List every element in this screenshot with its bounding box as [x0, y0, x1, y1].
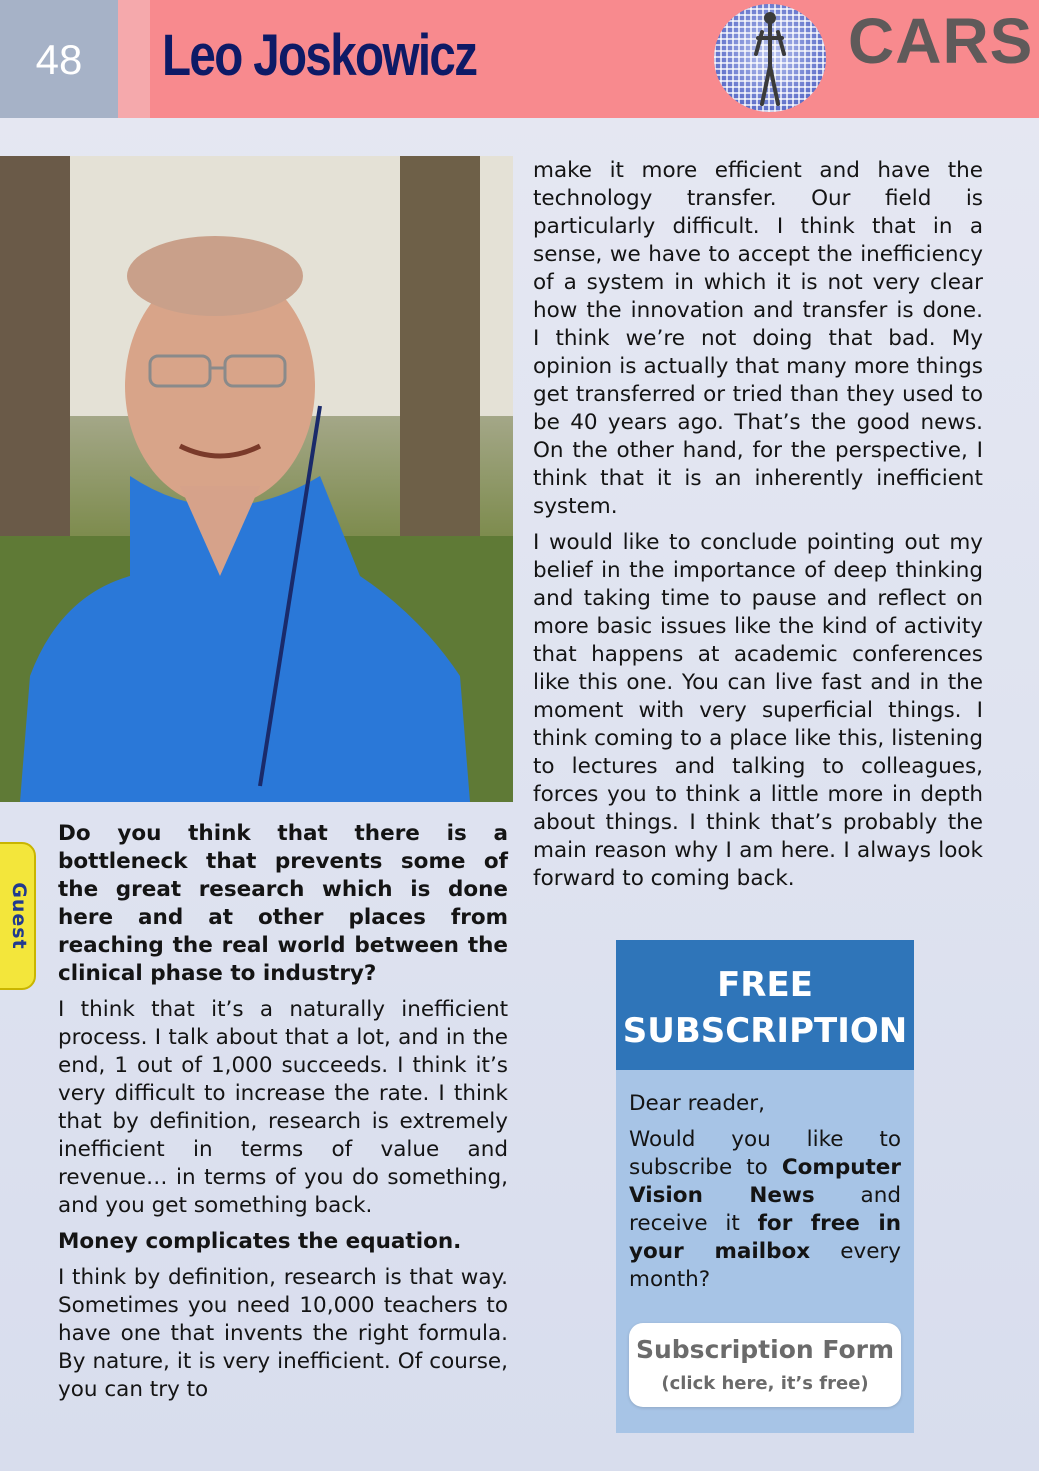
portrait-photo [0, 156, 513, 802]
subscription-form-button[interactable] [629, 1323, 901, 1407]
free-mailbox-text: for free in your mailbox [629, 1211, 902, 1264]
right-paragraph-1: make it more efficient and have the technology transfer. Our field is particularly difficult. I think that in a sense, we have to accept the inefficiency of a system in which it is not very clear how the innovation and transfer is done. I think we’re not doing that bad. My opinion is actually that many more things get transferred or tried than they used to be 40 years ago. That’s the good news. On the other hand, for the perspective, I think that it is an inherently inefficient system. [533, 158, 983, 519]
article-left-column [58, 820, 508, 1412]
message-part-2: and receive it [629, 1183, 901, 1236]
cars-logo-text: CARS [848, 5, 1034, 77]
subscription-title-line1: FREE [717, 965, 813, 1005]
portrait-illustration [0, 156, 513, 802]
subscription-title [616, 962, 914, 1054]
guest-tab-label: Guest [8, 882, 30, 950]
right-paragraph-2: I would like to conclude pointing out my belief in the importance of deep thinking and taking time to pause and reflect on more basic issues like the kind of activity that happens at academic conferences like this one. You can live fast and in the moment with very superficial things. I think coming to a place like this, listening to lectures and talking to colleagues, forces you to think a little more in depth about things. I think that’s probably the main reason why I am here. I always look forward to coming back. [533, 530, 983, 891]
subscription-greeting: Dear reader, [629, 1091, 765, 1116]
header-accent-strip [118, 0, 150, 118]
subscription-message [629, 1126, 901, 1294]
page-number-box [0, 0, 118, 118]
subscription-body [629, 1090, 901, 1302]
answer-paragraph-2: I think by definition, research is that way. Sometimes you need 10,000 teachers to have one that invents the right formula. By nature, it is very inefficient. Of course, you can try to [58, 1265, 508, 1402]
answer-paragraph-1: I think that it’s a naturally inefficient process. I talk about that a lot, and in the end, 1 out of 1,000 succeeds. I think it’s very difficult to increase the rate. I think that by definition, research is extremely inefficient in terms of value and revenue… in terms of you do something, and you get something back. [58, 997, 508, 1218]
subscription-header [616, 940, 914, 1070]
interview-question: Do you think that there is a bottleneck that prevents some of the great research which is done here and at other places from reaching the real world between the clinical phase to industry? [58, 821, 508, 986]
subscription-title-line2: SUBSCRIPTION [622, 1011, 908, 1051]
vitruvian-figure-icon [752, 8, 788, 108]
subscription-box [616, 940, 914, 1433]
page-number: 48 [35, 36, 83, 83]
page-title: Leo Joskowicz [162, 23, 477, 88]
subscription-button-label: Subscription Form [635, 1335, 894, 1364]
message-part-3: every month? [629, 1239, 901, 1292]
article-subhead: Money complicates the equation. [58, 1229, 462, 1254]
message-part-1: Would you like to subscribe to [629, 1127, 901, 1180]
magazine-name: Computer Vision News [629, 1155, 901, 1208]
article-right-column [533, 157, 983, 901]
subscription-button-sublabel: (click here, it’s free) [661, 1373, 869, 1394]
